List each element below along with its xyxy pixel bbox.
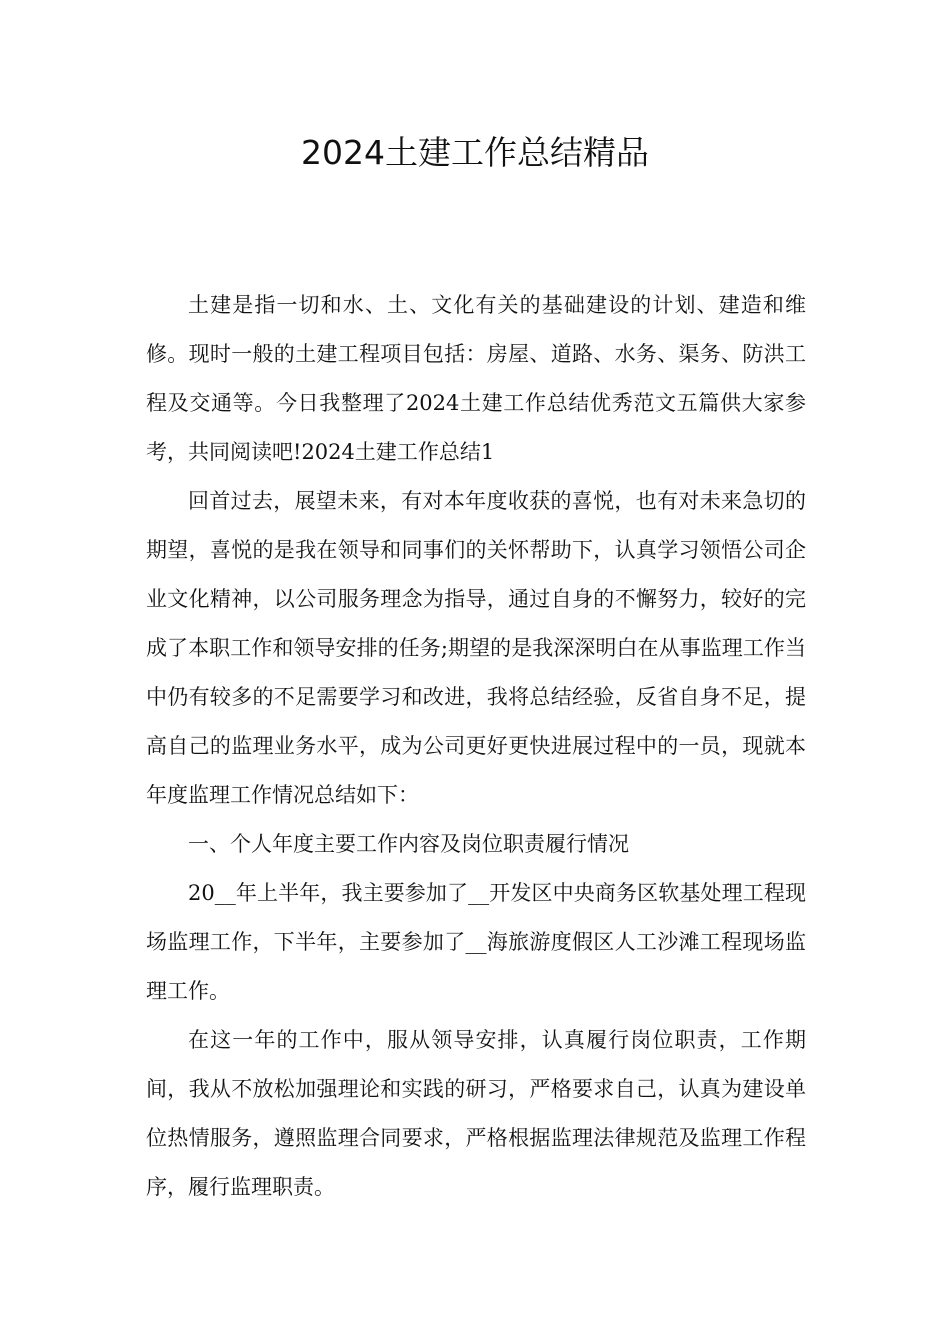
section-heading: 一、个人年度主要工作内容及岗位职责履行情况 <box>188 832 629 856</box>
paragraph-review: 回首过去，展望未来，有对本年度收获的喜悦，也有对未来急切的期望，喜悦的是我在领导和同事们的关怀帮助下，认真学习领悟公司企业文化精神，以公司服务理念为指导，通过自身的不懈努力，较好的完成了本职工作和领导安排的任务;期望的是我深深明白在从事监理工作当中仍有较多的不足需要学习和改进，我将总结经验，反省自身不足，提高自己的监理业务水平，成为公司更好更快进展过程中的一员，现就本年度监理工作情况总结如下： <box>146 489 806 807</box>
document-title: 2024土建工作总结精品 <box>301 133 649 172</box>
document-body <box>146 281 806 1212</box>
paragraph-projects: 20__年上半年，我主要参加了__开发区中央商务区软基处理工程现场监理工作，下半年，主要参加了__海旅游度假区人工沙滩工程现场监理工作。 <box>146 881 806 1003</box>
paragraph-duties: 在这一年的工作中，服从领导安排，认真履行岗位职责，工作期间，我从不放松加强理论和实践的研习，严格要求自己，认真为建设单位热情服务，遵照监理合同要求，严格根据监理法律规范及监理工作程序，履行监理职责。 <box>146 1028 806 1199</box>
paragraph-intro: 土建是指一切和水、土、文化有关的基础建设的计划、建造和维修。现时一般的土建工程项目包括：房屋、道路、水务、渠务、防洪工程及交通等。今日我整理了2024土建工作总结优秀范文五篇供大家参考，共同阅读吧!2024土建工作总结1 <box>146 293 806 464</box>
